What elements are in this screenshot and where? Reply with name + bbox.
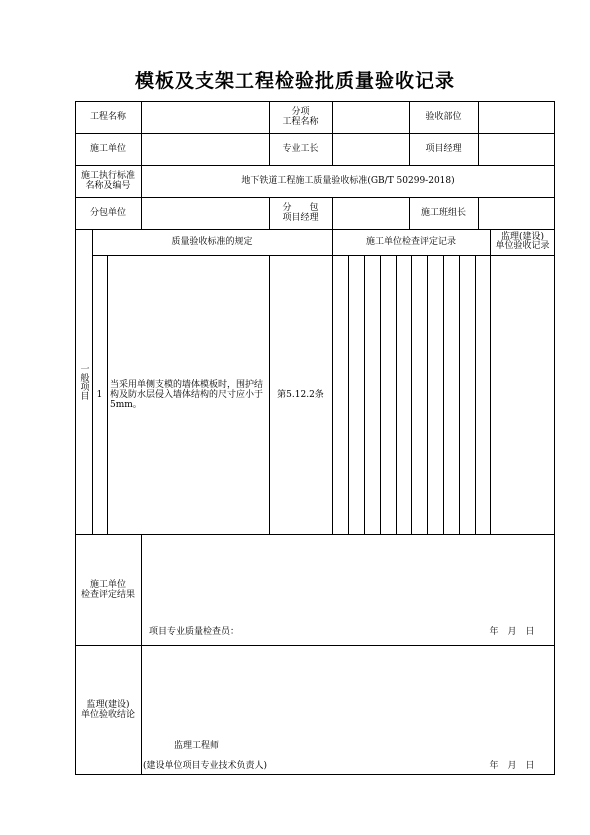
- construction-unit-field[interactable]: [141, 133, 269, 165]
- tech-lead-label: (建设单位项目专业技术负责人): [143, 761, 268, 771]
- item-text: 当采用单侧支模的墙体模板时，围护结构及防水层侵入墙体结构的尺寸应小于5mm。: [110, 379, 264, 410]
- project-manager-label: 项目经理: [425, 144, 462, 154]
- inspector-label: 项目专业质量检查员：: [149, 627, 240, 637]
- sub-project-field[interactable]: [332, 101, 409, 133]
- inspection-form: [75, 101, 555, 775]
- item-number: 1: [96, 389, 103, 400]
- foreman-label: 专业工长: [282, 144, 319, 154]
- acceptance-part-label: 验收部位: [425, 112, 462, 122]
- team-leader-field[interactable]: [478, 197, 555, 229]
- supervision-record-field[interactable]: [490, 255, 555, 534]
- construction-result-label: 施工单位 检查评定结果: [80, 579, 135, 600]
- team-leader-label: 施工班组长: [420, 208, 466, 218]
- subcontract-manager-label: 分 包 项目经理: [282, 203, 319, 223]
- page-title: 模板及支架工程检验批质量验收记录: [134, 70, 455, 92]
- sub-project-label: 分项 工程名称: [282, 107, 319, 127]
- supervision-header: 监理(建设) 单位验收记录: [495, 232, 550, 251]
- standard-header: 质量验收标准的规定: [171, 237, 253, 247]
- inspection-header: 施工单位检查评定记录: [365, 237, 456, 247]
- subcontract-unit-label: 分包单位: [89, 208, 126, 218]
- subcontract-manager-field[interactable]: [332, 197, 409, 229]
- engineer-label: 监理工程师: [174, 741, 220, 751]
- item-clause: 第5.12.2条: [277, 389, 324, 400]
- construction-unit-label: 施工单位: [89, 144, 126, 154]
- foreman-field[interactable]: [332, 133, 409, 165]
- project-name-label: 工程名称: [89, 112, 126, 122]
- standard-label: 施工执行标准 名称及编号: [80, 171, 135, 191]
- subcontract-unit-field[interactable]: [141, 197, 269, 229]
- project-name-field[interactable]: [141, 101, 269, 133]
- construction-date-label: 年 月 日: [489, 627, 535, 637]
- acceptance-part-field[interactable]: [478, 101, 555, 133]
- standard-value: 地下铁道工程施工质量验收标准(GB/T 50299-2018): [241, 176, 455, 186]
- supervision-result-label: 监理(建设) 单位验收结论: [80, 699, 135, 720]
- supervision-date-label: 年 月 日: [489, 761, 535, 771]
- project-manager-field[interactable]: [478, 133, 555, 165]
- category-label: 一般项目: [78, 363, 89, 400]
